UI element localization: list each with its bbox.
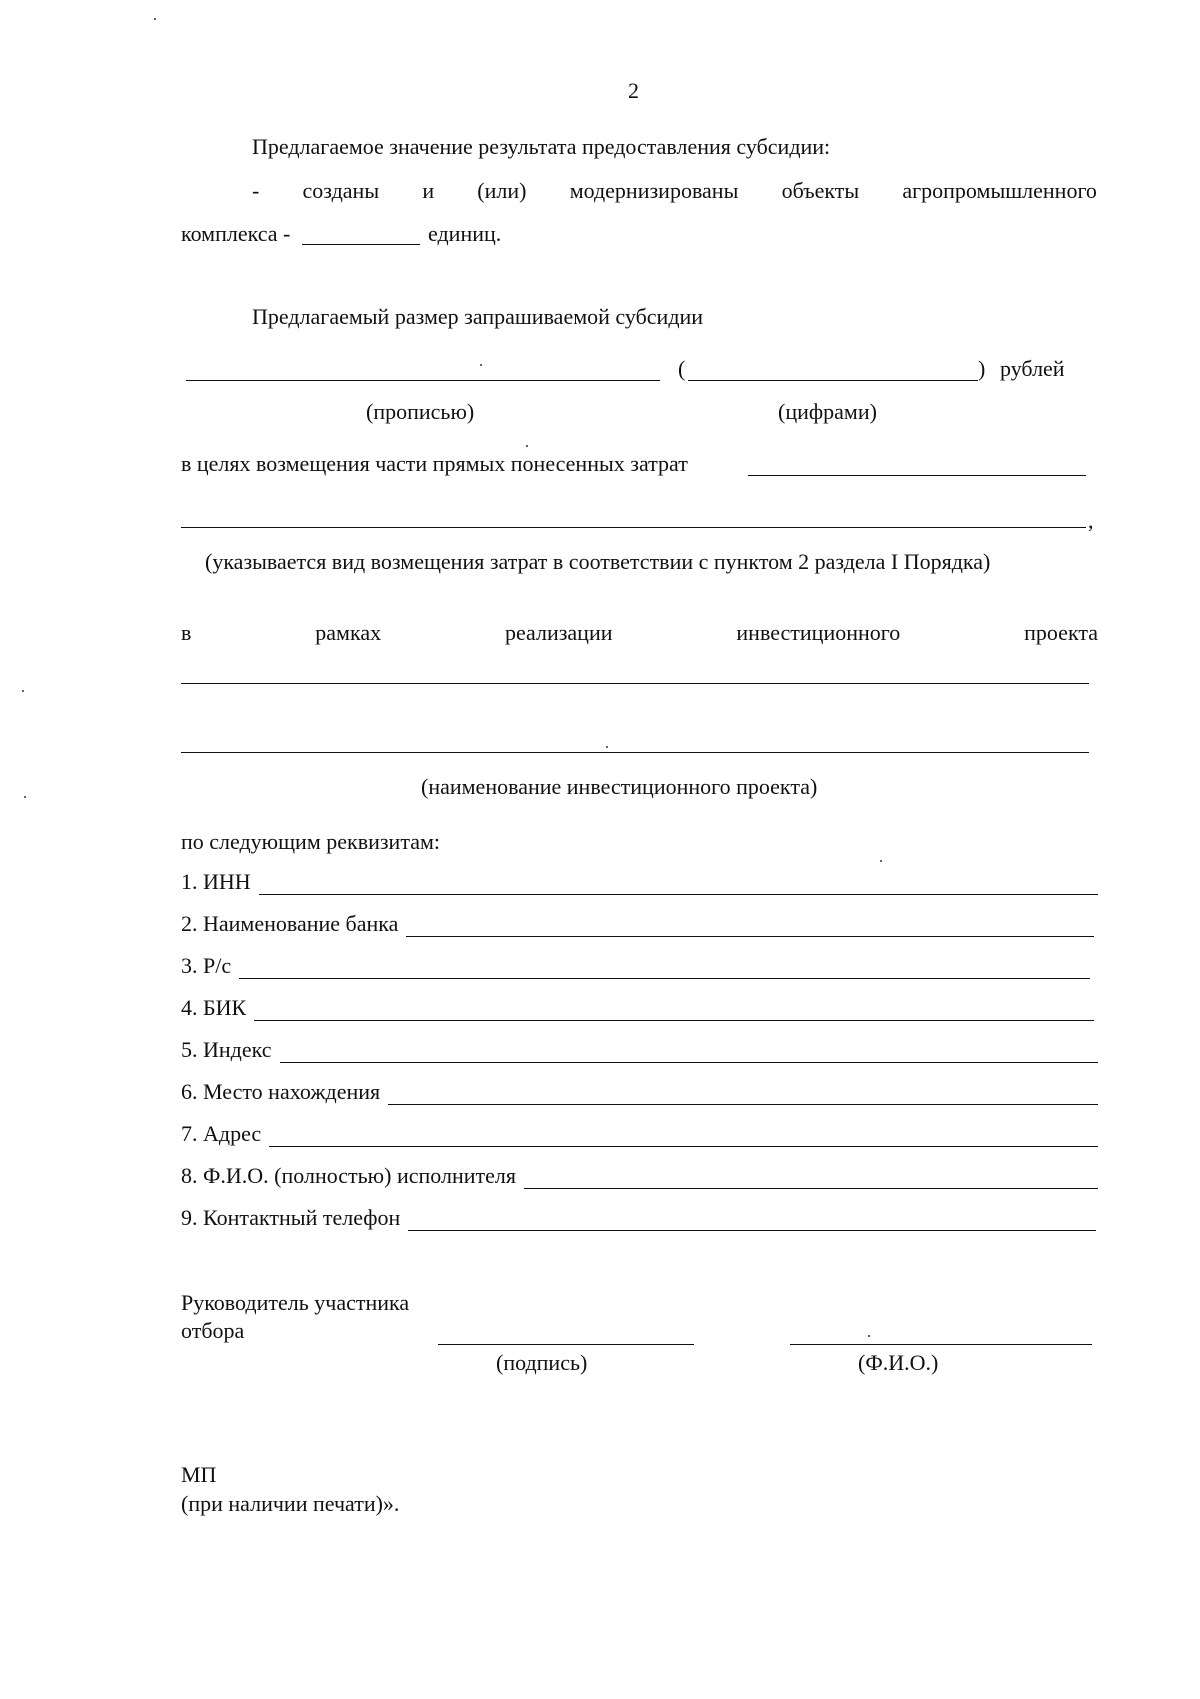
currency-label: рублей	[1000, 356, 1065, 381]
requisite-inn-field[interactable]	[259, 876, 1098, 895]
requisite-bank	[181, 911, 1094, 937]
requisites-heading: по следующим реквизитам:	[181, 829, 441, 854]
requisite-label: 5. Индекс	[181, 1037, 272, 1062]
scan-speck	[22, 690, 24, 692]
units-blank[interactable]	[302, 244, 420, 245]
requisite-index-field[interactable]	[280, 1044, 1098, 1063]
scan-speck	[880, 860, 882, 862]
result-line2-prefix: комплекса -	[181, 221, 291, 246]
requisite-bik	[181, 995, 1094, 1021]
scan-speck	[24, 796, 26, 798]
caption-digits: (цифрами)	[778, 399, 877, 424]
requisite-label: 2. Наименование банка	[181, 911, 399, 936]
result-line	[252, 178, 1097, 204]
scan-speck	[606, 746, 608, 748]
requisite-index	[181, 1037, 1098, 1063]
scan-speck	[526, 445, 528, 447]
result-word: и	[422, 178, 435, 203]
requisite-bik-field[interactable]	[254, 1002, 1094, 1021]
result-word: агропромышленного	[902, 178, 1097, 203]
caption-words: (прописью)	[366, 399, 475, 424]
purpose-comma: ,	[1088, 508, 1094, 533]
scan-speck	[480, 364, 482, 366]
amount-words-blank[interactable]	[186, 380, 660, 381]
project-blank-2[interactable]	[181, 752, 1089, 753]
project-word: рамках	[315, 620, 382, 645]
project-word: в	[181, 620, 192, 645]
result-word: созданы	[302, 178, 380, 203]
project-word: реализации	[504, 620, 613, 645]
subsidy-heading: Предлагаемый размер запрашиваемой субсидии	[252, 304, 704, 329]
requisite-bank-field[interactable]	[406, 918, 1094, 937]
requisite-label: 9. Контактный телефон	[181, 1205, 401, 1230]
caption-signature: (подпись)	[496, 1350, 588, 1375]
result-line2-suffix: единиц.	[428, 221, 502, 246]
purpose-caption: (указывается вид возмещения затрат в соответствии с пунктом 2 раздела I Порядка)	[205, 549, 991, 574]
result-heading: Предлагаемое значение результата предоставления субсидии:	[252, 134, 831, 159]
result-word: -	[252, 178, 260, 203]
requisite-account	[181, 953, 1090, 979]
scan-speck	[868, 1335, 870, 1337]
project-line	[181, 620, 1098, 646]
project-word: инвестиционного	[736, 620, 901, 645]
result-word: модернизированы	[569, 178, 739, 203]
requisite-phone-field[interactable]	[408, 1212, 1096, 1231]
requisite-phone	[181, 1205, 1096, 1231]
caption-name: (Ф.И.О.)	[858, 1350, 939, 1375]
purpose-blank-2[interactable]	[181, 527, 1086, 528]
requisite-label: 4. БИК	[181, 995, 247, 1020]
amount-digits-blank[interactable]	[688, 380, 978, 381]
signatory-role-line1: Руководитель участника	[181, 1290, 410, 1315]
requisite-address-field[interactable]	[269, 1128, 1098, 1147]
stamp-label: МП	[181, 1462, 217, 1487]
requisite-executor-field[interactable]	[524, 1170, 1098, 1189]
purpose-label: в целях возмещения части прямых понесенных затрат	[181, 451, 688, 476]
signature-blank[interactable]	[438, 1344, 694, 1345]
name-blank[interactable]	[790, 1344, 1092, 1345]
page-number: 2	[628, 78, 639, 103]
requisite-label: 3. Р/с	[181, 953, 232, 978]
requisite-inn	[181, 869, 1098, 895]
requisite-account-field[interactable]	[239, 960, 1090, 979]
requisite-label: 8. Ф.И.О. (полностью) исполнителя	[181, 1163, 516, 1188]
requisite-label: 1. ИНН	[181, 869, 251, 894]
requisite-location-field[interactable]	[388, 1086, 1098, 1105]
open-paren: (	[678, 356, 686, 381]
requisite-executor	[181, 1163, 1098, 1189]
project-word: проекта	[1024, 620, 1098, 645]
signatory-role-line2: отбора	[181, 1318, 245, 1343]
result-word: (или)	[477, 178, 527, 203]
scan-speck	[154, 18, 156, 20]
purpose-blank-1[interactable]	[748, 475, 1086, 476]
stamp-note: (при наличии печати)».	[181, 1491, 400, 1516]
project-blank-1[interactable]	[181, 683, 1089, 684]
requisite-address	[181, 1121, 1098, 1147]
requisite-label: 7. Адрес	[181, 1121, 262, 1146]
requisite-label: 6. Место нахождения	[181, 1079, 381, 1104]
project-caption: (наименование инвестиционного проекта)	[421, 774, 818, 799]
requisite-location	[181, 1079, 1098, 1105]
result-word: объекты	[781, 178, 860, 203]
close-paren: )	[978, 356, 986, 381]
